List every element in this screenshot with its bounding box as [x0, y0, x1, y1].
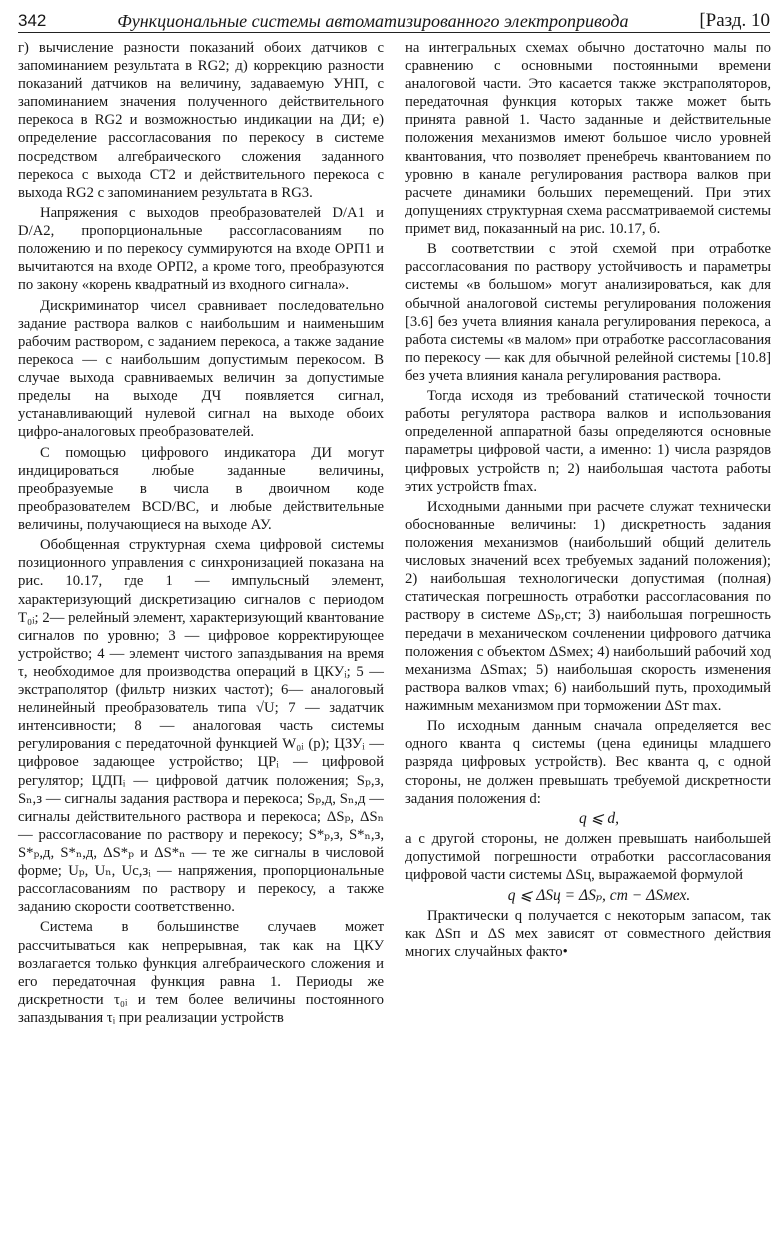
paragraph: Практически q получается с некоторым запасом, так как ΔSп и ΔS мех зависят от совместного действия многих случайных факто•: [405, 907, 771, 961]
running-title: Функциональные системы автоматизированного электропривода: [117, 11, 629, 31]
paragraph: на интегральных схемах обычно достаточно малы по сравнению с основными постоянными времени аналоговой части. Это касается также экстраполяторов, передаточная функция которых также может быть принята равной 1. Часто заданные и действительные положения механизмов имеют большое число уровней квантования, что позволяет пренебречь квантованием по уровню в канале регулирования раствора валков при расчете динамики больших перемещений. При этих допущениях структурная схема рассматриваемой системы примет вид, показанный на рис. 10.17, б.: [405, 40, 771, 237]
page-number: 342: [18, 11, 47, 30]
paragraph: а с другой стороны, не должен превышать наибольшей допустимой погрешности отработки рассогласования цифровой части системы ΔSц, выражаемой формулой: [405, 831, 771, 884]
paragraph: Дискриминатор чисел сравнивает последовательно задание раствора валков с наибольшим и наименьшим рабочим раствором, с заданием перекоса, а также задание перекоса — с наибольшим допустимым перекосом. В случае выхода сравниваемых величин за допустимые пределы на выходе ДЧ появляется сигнал, устанавливающий нулевой сигнал на выходе обоих цифро-аналоговых преобразователей.: [18, 297, 384, 441]
paragraph: С помощью цифрового индикатора ДИ могут индицироваться любые заданные величины, преобразуемые в числа в двоичном коде преобразователем BCD/BC, и любые действительные величины, получающиеся на выходе АУ.: [18, 444, 384, 533]
formula: q ⩽ d,: [578, 809, 620, 827]
right-text-column: [405, 39, 771, 961]
section-reference: [Разд. 10: [699, 10, 770, 31]
paragraph: Исходными данными при расчете служат технически обоснованные величины: 1) дискретность задания положения механизмов (наибольший общий делитель числовых значений всех требуемых заданий положения); 2) наибольшая технологически допустимая (полная) статическая погрешность отработки рассогласования по раствору в системе ΔSₚ,ст; 3) наибольшая погрешность передачи в механическом сочленении цифрового датчика положения с объектом ΔSмех; 4) наибольший рабочий ход механизма ΔSmax; 5) наибольшая скорость изменения раствора валков vmax; 6) наибольший путь, проходимый нажимным механизмом при торможении ΔSт max.: [405, 498, 771, 714]
paragraph: г) вычисление разности показаний обоих датчиков с запоминанием результата в RG2; д) коррекцию разности показаний датчиков на величину, задаваемую УНП, с запоминанием значения полученного действительного перекоса в RG2 и возможностью индикации на ДИ; е) определение рассогласования по перекосу в системе посредством алгебраического сложения заданного перекоса с выхода СТ2 и действительного перекоса с выхода RG2 с запоминанием результата в RG3.: [18, 40, 384, 201]
paragraph: В соответствии с этой схемой при отработке рассогласования по раствору устойчивость и параметры системы «в большом» могут анализироваться, как для обычной аналоговой системы регулирования положения [3.6] без учета влияния канала регулирования перекоса, а работа системы «в малом» при отработке рассогласования по перекосу — как для обычной релейной системы [10.8] без учета влияния канала регулирования раствора.: [405, 241, 771, 384]
page-header: [18, 6, 770, 33]
paragraph: Тогда исходя из требований статической точности работы регулятора раствора валков и использования определенной аппаратной базы определяются основные параметры цифровой части, а именно: 1) числа разрядов цифровых устройств n; 2) наибольшая частота работы этих устройств fmax.: [405, 388, 771, 495]
formula: q ⩽ ΔSц = ΔSₚ, ст − ΔSмех.: [507, 886, 691, 904]
left-text-column: [18, 39, 384, 1027]
paragraph: Система в большинстве случаев может рассчитываться как непрерывная, так как на ЦКУ возлагается только функция алгебраического сложения и его передаточная функция равна 1. Периоды же дискретности τ₀ᵢ и тем более величины постоянного запаздывания τᵢ при реализации устройств: [18, 919, 384, 1026]
paragraph: Обобщенная структурная схема цифровой системы позиционного управления с синхронизацией показана на рис. 10.17, где 1 — импульсный элемент, характеризующий дискретизацию сигналов с периодом T₀ᵢ; 2— релейный элемент, характеризующий квантование сигналов по уровню; 3 — цифровое корректирующее устройство; 4 — элемент чистого запаздывания на время τ, необходимое для производства операций в ЦКУᵢ; 5 — экстраполятор (фильтр низких частот); 6— аналоговый нелинейный преобразователь типа √U; 7 — задатчик интенсивности; 8 — аналоговая часть системы регулирования с передаточной функцией W₀ᵢ (p); ЦЗУᵢ — цифровое задающее устройство; ЦРᵢ — цифровой регулятор; ЦДПᵢ — цифровой датчик положения; Sₚ,з, Sₙ,з — сигналы задания раствора и перекоса; Sₚ,д, Sₙ,д — сигналы действительного раствора и перекоса; ΔSₚ, ΔSₙ — рассогласование по раствору и перекосу; S*ₚ,з, S*ₙ,з, S*ₚ,д, S*ₙ,д, ΔS*ₚ и ΔS*ₙ — те же сигналы в числовой форме; Uₚ, Uₙ, Uс,зᵢ — напряжения, пропорциональные рассогласованиям по раствору и перекосу, а также заданию скорости соответственно.: [18, 537, 384, 916]
paragraph: Напряжения с выходов преобразователей D/A1 и D/A2, пропорциональные рассогласованиям по положению и по перекосу суммируются на входе ОРП1 и вычитаются на входе ОРП2, а кроме того, преобразуются по закону «корень квадратный из входного сигнала».: [18, 205, 384, 294]
paragraph: По исходным данным сначала определяется вес одного кванта q системы (цена единицы младшего разряда цифровых устройств). Вес кванта q, с одной стороны, не должен превышать требуемой дискретности задания положения d:: [405, 718, 771, 807]
